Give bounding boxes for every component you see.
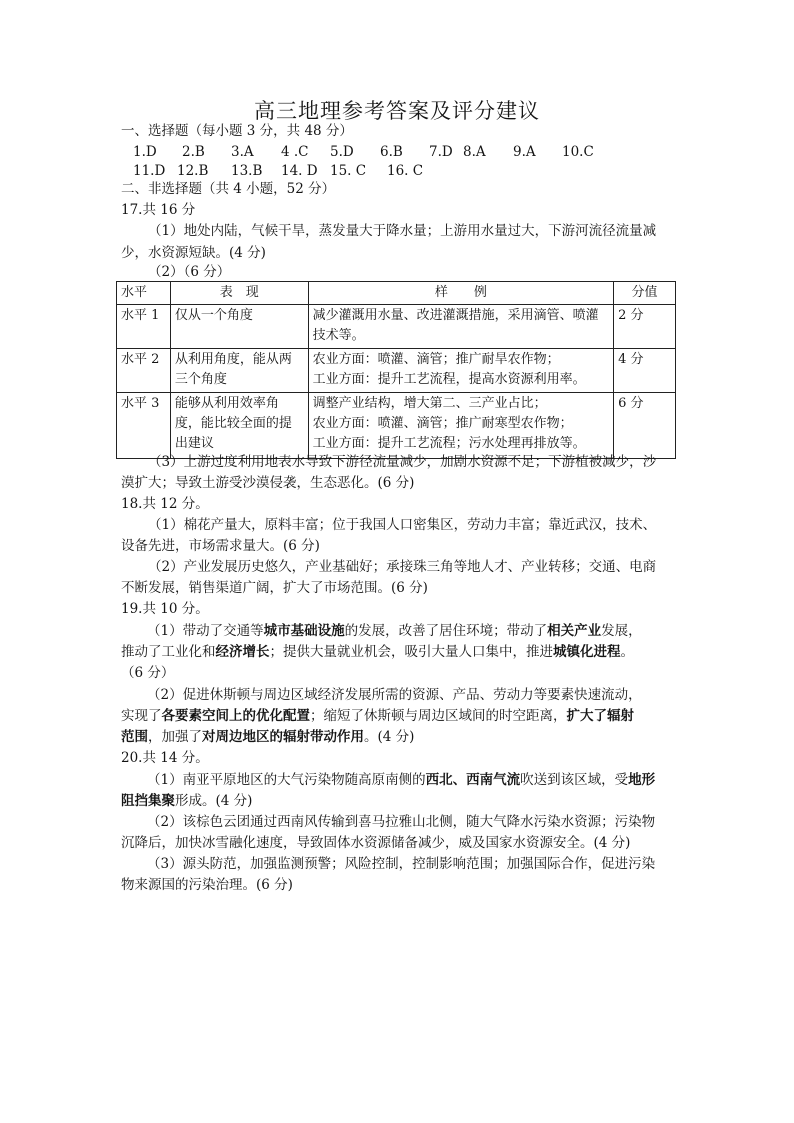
row1-score: 2 分 [614, 305, 676, 349]
q17-part3-line1: （3）上游过度利用地表水导致下游径流量减少，加剧水资源不足；下游植被减少，沙 [148, 454, 657, 470]
row1-level: 水平 1 [117, 305, 171, 349]
q20-part2-line1: （2）该棕色云团通过西南风传输到喜马拉雅山北侧，随大气降水污染水资源；污染物 [147, 814, 656, 830]
answer-5: 5.D [330, 144, 354, 160]
row3-example [308, 393, 613, 459]
table-row [117, 305, 676, 349]
answer-2: 2.B [182, 144, 205, 160]
answer-11: 11.D [133, 163, 166, 179]
answer-14: 14. D [281, 163, 318, 179]
row2-score: 4 分 [614, 349, 676, 393]
q19-part1-line3: （6 分） [121, 665, 175, 681]
section1-heading: 一、选择题（每小题 3 分，共 48 分） [121, 123, 353, 139]
q18-part2-line1: （2）产业发展历史悠久，产业基础好；承接珠三角等地人才、产业转移；交通、电商 [148, 559, 657, 575]
q17-heading: 17.共 16 分 [121, 202, 196, 218]
q17-part3-line2: 漠扩大；导致土游受沙漠侵袭，生态恶化。(6 分) [121, 475, 415, 491]
q19-part2-line2: 实现了各要素空间上的优化配置；缩短了休斯顿与周边区域间的时空距离，扩大了辐射 [121, 708, 634, 724]
answer-9: 9.A [513, 144, 536, 160]
answer-1: 1.D [133, 144, 157, 160]
answer-6: 6.B [380, 144, 403, 160]
answer-12: 12.B [177, 163, 209, 179]
answer-4: 4 .C [281, 144, 309, 160]
q19-heading: 19.共 10 分。 [121, 601, 209, 617]
q20-part1-line2: 阻挡集聚形成。(4 分) [121, 793, 253, 809]
answer-7: 7.D [429, 144, 453, 160]
row2-level: 水平 2 [117, 349, 171, 393]
header-example: 样 例 [308, 282, 613, 305]
answer-3: 3.A [231, 144, 254, 160]
q18-part1-line2: 设备先进，市场需求量大。(6 分) [121, 538, 320, 554]
row3-performance: 能够从利用效率角度，能比较全面的提出建议 [170, 393, 308, 459]
answer-8: 8.A [463, 144, 486, 160]
row3-example-line3: 工业方面：提升工艺流程；污水处理再排放等。 [312, 436, 586, 451]
q17-scoring-table [116, 281, 676, 459]
table-row [117, 349, 676, 393]
row2-example-line2: 工业方面：提升工艺流程，提高水资源利用率。 [312, 372, 586, 387]
table-header-row [117, 282, 676, 305]
table-row [117, 393, 676, 459]
q19-part1-line2: 推动了工业化和经济增长；提供大量就业机会，吸引大量人口集中，推进城镇化进程。 [121, 644, 634, 660]
row2-example-line1: 农业方面：喷灌、滴管；推广耐旱农作物； [312, 352, 560, 367]
q19-part2-line1: （2）促进休斯顿与周边区域经济发展所需的资源、产品、劳动力等要素快速流动， [147, 687, 642, 703]
answer-10: 10.C [562, 144, 594, 160]
row1-example: 减少灌溉用水量、改进灌溉措施，采用滴管、喷灌技术等。 [308, 305, 613, 349]
header-level: 水平 [117, 282, 171, 305]
row3-example-line1: 调整产业结构，增大第二、三产业占比； [312, 396, 547, 411]
q19-part1-line1: （1）带动了交通等城市基础设施的发展，改善了居住环境；带动了相关产业发展， [147, 623, 642, 639]
q17-part1-line1: （1）地处内陆，气候干旱，蒸发量大于降水量；上游用水量过大，下游河流径流量减 [148, 223, 657, 239]
row3-score: 6 分 [614, 393, 676, 459]
q17-part1-line2: 少，水资源短缺。(4 分) [121, 245, 266, 261]
row2-performance: 从利用角度，能从两三个角度 [170, 349, 308, 393]
q19-part2-line3: 范围，加强了对周边地区的辐射带动作用。(4 分) [121, 729, 415, 745]
q20-heading: 20.共 14 分。 [121, 750, 209, 766]
row3-level: 水平 3 [117, 393, 171, 459]
answer-16: 16. C [387, 163, 424, 179]
q20-part3-line2: 物来源国的污染治理。(6 分) [121, 877, 293, 893]
row1-performance: 仅从一个角度 [170, 305, 308, 349]
answer-13: 13.B [231, 163, 263, 179]
page-title: 高三地理参考答案及评分建议 [254, 99, 540, 123]
q20-part2-line2: 沉降后，加快冰雪融化速度，导致固体水资源储备减少，威及国家水资源安全。(4 分) [121, 835, 631, 851]
q18-part2-line2: 不断发展，销售渠道广阔，扩大了市场范围。(6 分) [121, 580, 428, 596]
q18-heading: 18.共 12 分。 [121, 496, 209, 512]
header-performance: 表 现 [170, 282, 308, 305]
q17-part2-label: （2）（6 分） [148, 264, 231, 280]
q20-part1-line1: （1）南亚平原地区的大气污染物随高原南侧的西北、西南气流吹送到该区域，受地形 [147, 772, 656, 788]
row3-example-line2: 农业方面：喷灌、滴管；推广耐寒型农作物； [312, 416, 573, 431]
q20-part3-line1: （3）源头防范，加强监测预警；风险控制，控制影响范围；加强国际合作，促进污染 [147, 856, 656, 872]
header-score: 分值 [614, 282, 676, 305]
q18-part1-line1: （1）棉花产量大，原料丰富；位于我国人口密集区，劳动力丰富；靠近武汉，技术、 [148, 517, 657, 533]
row2-example [308, 349, 613, 393]
section2-heading: 二、非选择题（共 4 小题，52 分） [121, 181, 336, 197]
answer-15: 15. C [330, 163, 367, 179]
